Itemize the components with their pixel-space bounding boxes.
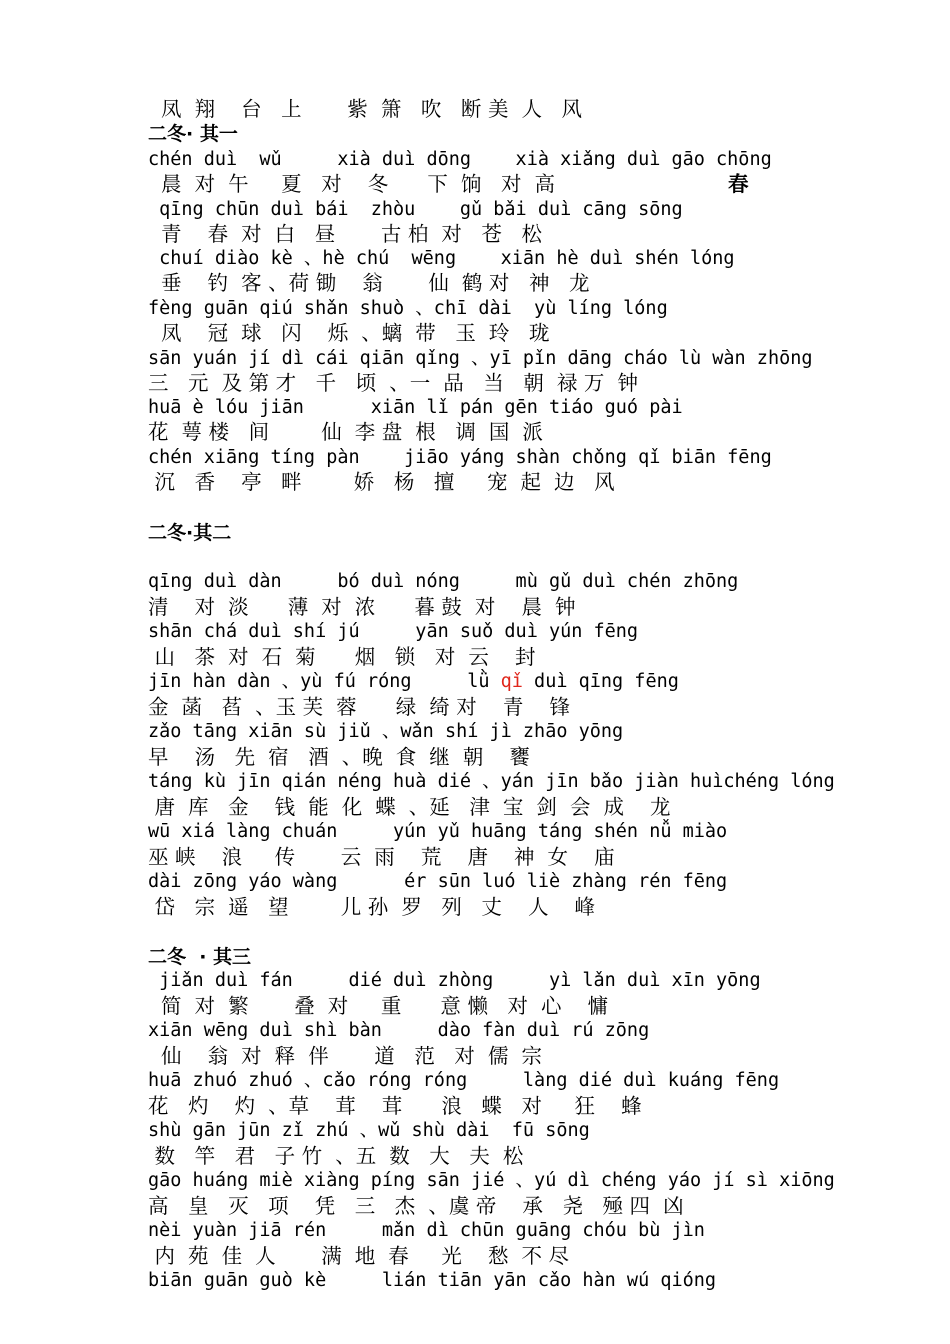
poem-line-hanzi: 晨 对 午 夏 对 冬 下 饷 对 高 <box>148 172 556 196</box>
pinyin-line: fèng guān qiú shǎn shuò 、chī dài yù líng lóng <box>148 298 668 319</box>
pinyin-line: jiǎn duì fán dié duì zhòng yì lǎn duì xīn yōng <box>148 970 761 991</box>
pinyin-line: xiān wēng duì shì bàn dào fàn duì rú zōng <box>148 1020 650 1041</box>
poem-line-hanzi: 凤 翔 台 上 紫 箫 吹 断 美 人 风 <box>148 97 583 121</box>
poem-line-hanzi: 花 萼 楼 间 仙 李 盘 根 调 国 派 <box>148 420 543 444</box>
pinyin-line: qīng duì dàn bó duì nóng mù gǔ duì chén zhōng <box>148 571 739 592</box>
pinyin-segment: jīn hàn dàn 、yù fú róng lǜ <box>148 671 501 692</box>
poem-line-hanzi: 沉 香 亭 畔 娇 杨 擅 宠 起 边 风 <box>148 470 615 494</box>
section-heading-2: 二冬·其二 <box>148 522 232 544</box>
section-heading-3: 二冬 · 其三 <box>148 946 252 968</box>
pinyin-line: wū xiá làng chuán yún yǔ huāng táng shén nǚ miào <box>148 821 728 842</box>
pinyin-line: zǎo tāng xiān sù jiǔ 、wǎn shí jì zhāo yōng <box>148 721 624 742</box>
poem-line-hanzi: 岱 宗 遥 望 儿 孙 罗 列 丈 人 峰 <box>148 895 596 919</box>
pinyin-line: shù gān jūn zǐ zhú 、wǔ shù dài fū sōng <box>148 1120 590 1141</box>
pinyin-line: sān yuán jí dì cái qiān qǐng 、yī pǐn dāng cháo lù wàn zhōng <box>148 348 813 369</box>
pinyin-segment: duì qīng fēng <box>522 671 679 692</box>
poem-line-hanzi: 数 竿 君 子 竹 、五 数 大 夫 松 <box>148 1144 524 1168</box>
poem-char-bold: 春 <box>728 172 749 196</box>
poem-line-hanzi: 凤 冠 球 闪 烁 、螭 带 玉 玲 珑 <box>148 321 550 345</box>
pinyin-highlight-red: qǐ <box>500 671 523 692</box>
section-heading-1: 二冬· 其一 <box>148 123 238 145</box>
pinyin-line: chén duì wǔ xià duì dōng xià xiǎng duì gāo chōng <box>148 149 772 170</box>
pinyin-line: huā zhuó zhuó 、cǎo róng róng làng dié duì kuáng fēng <box>148 1070 780 1091</box>
pinyin-line: chén xiāng tíng pàn jiāo yáng shàn chǒng qǐ biān fēng <box>148 447 772 468</box>
pinyin-line: shān chá duì shí jú yān suǒ duì yún fēng <box>148 621 639 642</box>
pinyin-line: huā è lóu jiān xiān lǐ pán gēn tiáo guó pài <box>148 397 683 418</box>
pinyin-line: gāo huáng miè xiàng píng sān jié 、yú dì chéng yáo jí sì xiōng <box>148 1170 835 1191</box>
poem-line-hanzi: 唐 库 金 钱 能 化 蝶 、延 津 宝 剑 会 成 龙 <box>148 795 671 819</box>
poem-line-hanzi: 花 灼 灼 、草 茸 茸 浪 蝶 对 狂 蜂 <box>148 1094 642 1118</box>
pinyin-line: nèi yuàn jiā rén mǎn dì chūn guāng chóu bù jìn <box>148 1220 705 1241</box>
pinyin-line: chuí diào kè 、hè chú wēng xiān hè duì shén lóng <box>148 248 735 269</box>
pinyin-line: táng kù jīn qián néng huà dié 、yán jīn bǎo jiàn huìchéng lóng <box>148 771 835 792</box>
poem-line-hanzi: 巫 峡 浪 传 云 雨 荒 唐 神 女 庙 <box>148 845 615 869</box>
poem-line-hanzi: 早 汤 先 宿 酒 、晚 食 继 朝 饔 <box>148 745 530 769</box>
poem-line-hanzi: 山 茶 对 石 菊 烟 锁 对 云 封 <box>148 645 536 669</box>
poem-line-hanzi: 内 苑 佳 人 满 地 春 光 愁 不 尽 <box>148 1244 569 1268</box>
pinyin-line: qīng chūn duì bái zhòu gǔ bǎi duì cāng sōng <box>148 199 683 220</box>
poem-line-hanzi: 清 对 淡 薄 对 浓 暮 鼓 对 晨 钟 <box>148 595 576 619</box>
poem-line-hanzi: 高 皇 灭 项 凭 三 杰 、虞 帝 承 尧 殛 四 凶 <box>148 1194 684 1218</box>
poem-line-hanzi: 仙 翁 对 释 伴 道 范 对 儒 宗 <box>148 1044 542 1068</box>
poem-line-hanzi: 青 春 对 白 昼 古 柏 对 苍 松 <box>148 222 542 246</box>
poem-line-hanzi: 金 菡 萏 、玉 芙 蓉 绿 绮 对 青 锋 <box>148 695 570 719</box>
pinyin-line: biān guān guò kè lián tiān yān cǎo hàn wú qióng <box>148 1270 717 1291</box>
poem-line-hanzi: 简 对 繁 叠 对 重 意 懒 对 心 慵 <box>148 994 609 1018</box>
pinyin-line: dài zōng yáo wàng ér sūn luó liè zhàng rén fēng <box>148 871 728 892</box>
poem-line-hanzi: 三 元 及 第 才 千 顷 、一 品 当 朝 禄 万 钟 <box>148 371 638 395</box>
pinyin-line <box>148 670 679 694</box>
poem-line-hanzi: 垂 钓 客 、荷 锄 翁 仙 鹤 对 神 龙 <box>148 271 590 295</box>
